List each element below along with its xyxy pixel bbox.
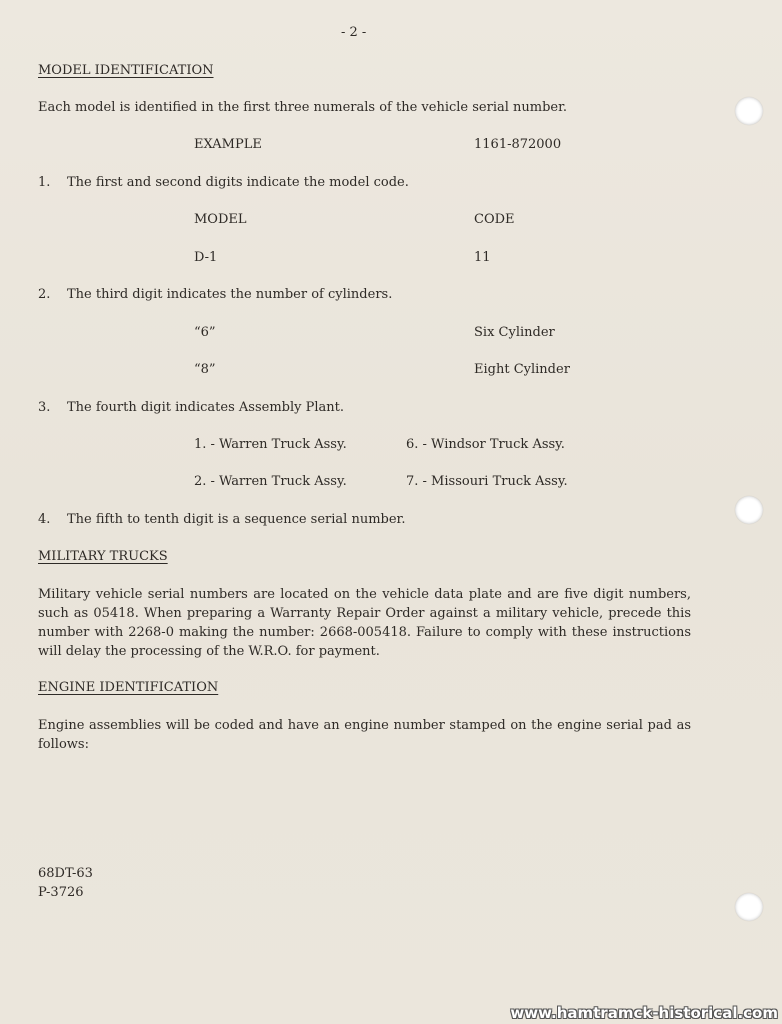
plant-2: 2. - Warren Truck Assy.: [194, 474, 347, 489]
cylinder-code-8: “8”: [194, 362, 216, 377]
binder-hole-top: [735, 97, 763, 125]
code-column-header: CODE: [474, 212, 515, 227]
model-column-header: MODEL: [194, 212, 247, 227]
model-value: D-1: [194, 250, 218, 265]
model-identification-heading: MODEL IDENTIFICATION: [38, 63, 214, 78]
code-value: 11: [474, 250, 491, 265]
item-4-text: The fifth to tenth digit is a sequence serial number.: [67, 512, 406, 527]
item-1-text: The first and second digits indicate the model code.: [67, 175, 409, 190]
item-4-number: 4.: [38, 512, 51, 527]
binder-hole-bottom: [735, 893, 763, 921]
item-3-text: The fourth digit indicates Assembly Plant.: [67, 400, 344, 415]
cylinder-desc-8: Eight Cylinder: [474, 362, 570, 377]
binder-hole-middle: [735, 496, 763, 524]
item-2-number: 2.: [38, 287, 51, 302]
engine-identification-paragraph: Engine assemblies will be coded and have an engine number stamped on the engine serial pad as follows:: [38, 718, 691, 752]
plant-1: 1. - Warren Truck Assy.: [194, 437, 347, 452]
item-2-text: The third digit indicates the number of cylinders.: [67, 287, 393, 302]
site-watermark: www.hamtramck-historical.com: [510, 1004, 778, 1022]
example-label: EXAMPLE: [194, 137, 262, 152]
model-identification-intro: Each model is identified in the first three numerals of the vehicle serial number.: [38, 100, 568, 115]
footer-code-2: P-3726: [38, 885, 84, 900]
footer-code-1: 68DT-63: [38, 866, 93, 881]
plant-6: 6. - Windsor Truck Assy.: [406, 437, 565, 452]
plant-7: 7. - Missouri Truck Assy.: [406, 474, 568, 489]
example-value: 1161-872000: [474, 137, 562, 152]
cylinder-desc-6: Six Cylinder: [474, 325, 555, 340]
engine-identification-heading: ENGINE IDENTIFICATION: [38, 680, 219, 695]
military-trucks-paragraph: Military vehicle serial numbers are located on the vehicle data plate and are five digit numbers, such as 05418. When preparing a Warranty Repair Order against a military vehicle, precede this number with 2268-0 making the number: 2668-005418. Failure to comply with these instructions will delay the processing of the W.R.O. for payment.: [38, 587, 691, 659]
item-3-number: 3.: [38, 400, 51, 415]
page-number: - 2 -: [341, 25, 367, 40]
cylinder-code-6: “6”: [194, 325, 216, 340]
item-1-number: 1.: [38, 175, 51, 190]
military-trucks-heading: MILITARY TRUCKS: [38, 549, 168, 564]
